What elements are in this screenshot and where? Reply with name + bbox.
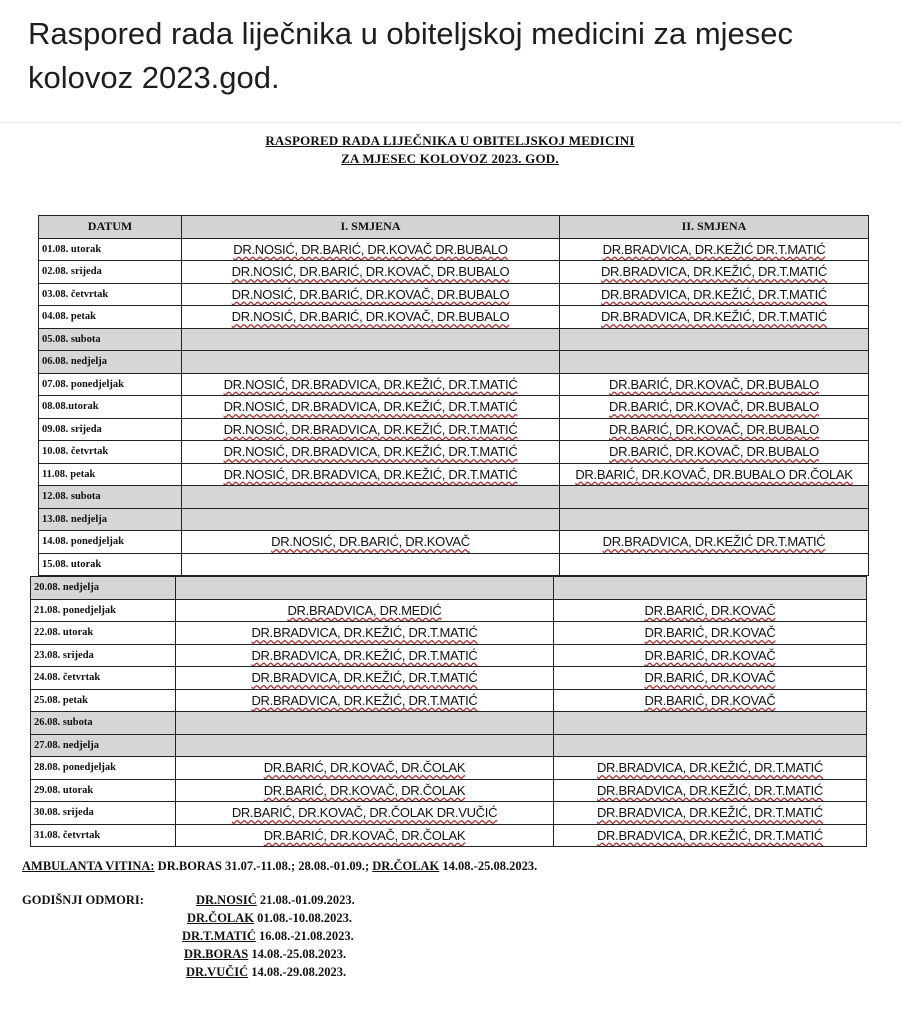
date-cell: 20.08. nedjelja xyxy=(31,577,176,600)
date-cell: 24.08. četvrtak xyxy=(31,667,176,690)
date-cell: 10.08. četvrtak xyxy=(39,441,182,464)
shift2-cell xyxy=(554,734,867,757)
vacation-entry xyxy=(184,947,346,962)
shift1-cell xyxy=(182,508,560,531)
date-cell: 15.08. utorak xyxy=(39,553,182,576)
shift2-cell: DR.BARIĆ, DR.KOVAČ xyxy=(554,667,867,690)
date-cell: 21.08. ponedjeljak xyxy=(31,599,176,622)
date-cell: 23.08. srijeda xyxy=(31,644,176,667)
header-date: DATUM xyxy=(39,216,182,239)
shift2-cell: DR.BARIĆ, DR.KOVAČ, DR.BUBALO DR.ČOLAK xyxy=(560,463,869,486)
shift2-cell: DR.BRADVICA, DR.KEŽIĆ DR.T.MATIĆ xyxy=(560,531,869,554)
date-cell: 11.08. petak xyxy=(39,463,182,486)
ambulanta-text2: 14.08.-25.08.2023. xyxy=(439,859,538,873)
shift1-cell: DR.NOSIĆ, DR.BARIĆ, DR.KOVAČ DR.BUBALO xyxy=(182,238,560,261)
date-cell: 08.08.utorak xyxy=(39,396,182,419)
shift2-cell: DR.BRADVICA, DR.KEŽIĆ DR.T.MATIĆ xyxy=(560,238,869,261)
shift1-cell xyxy=(182,351,560,374)
schedule-table-part1 xyxy=(38,215,869,576)
date-cell: 29.08. utorak xyxy=(31,779,176,802)
table-row xyxy=(39,283,869,306)
shift2-cell xyxy=(554,712,867,735)
schedule-table-part2 xyxy=(30,576,867,847)
table-row xyxy=(39,463,869,486)
shift1-cell xyxy=(176,577,554,600)
shift1-cell xyxy=(176,712,554,735)
table-row xyxy=(39,261,869,284)
shift2-cell: DR.BARIĆ, DR.KOVAČ xyxy=(554,644,867,667)
shift2-cell: DR.BARIĆ, DR.KOVAČ xyxy=(554,689,867,712)
shift1-cell xyxy=(182,328,560,351)
table-row xyxy=(31,757,867,780)
vacation-doctor-name: DR.BORAS xyxy=(184,947,249,961)
date-cell: 30.08. srijeda xyxy=(31,802,176,825)
table-row xyxy=(39,328,869,351)
table-row xyxy=(39,351,869,374)
shift1-cell: DR.BRADVICA, DR.KEŽIĆ, DR.T.MATIĆ xyxy=(176,689,554,712)
shift2-cell: DR.BRADVICA, DR.KEŽIĆ, DR.T.MATIĆ xyxy=(554,802,867,825)
table-row xyxy=(31,734,867,757)
document-title-line1: RASPORED RADA LIJEČNIKA U OBITELJSKOJ MEDICINI xyxy=(265,133,635,148)
date-cell: 14.08. ponedjeljak xyxy=(39,531,182,554)
vacation-entry xyxy=(187,911,352,926)
table-row xyxy=(39,531,869,554)
shift1-cell xyxy=(176,734,554,757)
date-cell: 27.08. nedjelja xyxy=(31,734,176,757)
date-cell: 09.08. srijeda xyxy=(39,418,182,441)
shift2-cell: DR.BARIĆ, DR.KOVAČ, DR.BUBALO xyxy=(560,418,869,441)
shift2-cell: DR.BARIĆ, DR.KOVAČ, DR.BUBALO xyxy=(560,441,869,464)
shift1-cell: DR.NOSIĆ, DR.BRADVICA, DR.KEŽIĆ, DR.T.MATIĆ xyxy=(182,373,560,396)
shift1-cell: DR.NOSIĆ, DR.BARIĆ, DR.KOVAČ, DR.BUBALO xyxy=(182,283,560,306)
vacation-dates: 14.08.-29.08.2023. xyxy=(248,965,347,979)
shift1-cell xyxy=(182,553,560,576)
table-row xyxy=(39,441,869,464)
table-row xyxy=(39,418,869,441)
vacation-doctor-name: DR.VUČIĆ xyxy=(186,965,249,979)
document-title-line2: ZA MJESEC KOLOVOZ 2023. GOD. xyxy=(341,151,559,166)
shift2-cell: DR.BARIĆ, DR.KOVAČ, DR.BUBALO xyxy=(560,373,869,396)
shift2-cell: DR.BARIĆ, DR.KOVAČ, DR.BUBALO xyxy=(560,396,869,419)
vacations-label: GODIŠNJI ODMORI: xyxy=(22,893,144,907)
shift2-cell: DR.BRADVICA, DR.KEŽIĆ, DR.T.MATIĆ xyxy=(554,757,867,780)
table-row xyxy=(31,689,867,712)
header-shift2: II. SMJENA xyxy=(560,216,869,239)
date-cell: 05.08. subota xyxy=(39,328,182,351)
shift1-cell xyxy=(182,486,560,509)
date-cell: 07.08. ponedjeljak xyxy=(39,373,182,396)
shift1-cell: DR.BARIĆ, DR.KOVAČ, DR.ČOLAK xyxy=(176,757,554,780)
shift1-cell: DR.NOSIĆ, DR.BARIĆ, DR.KOVAČ xyxy=(182,531,560,554)
table-row xyxy=(39,553,869,576)
table-row xyxy=(31,824,867,847)
vacation-entry xyxy=(182,929,354,944)
table-row xyxy=(31,644,867,667)
shift1-cell: DR.BARIĆ, DR.KOVAČ, DR.ČOLAK xyxy=(176,824,554,847)
table-row xyxy=(31,622,867,645)
vacation-entry xyxy=(186,965,346,980)
date-cell: 06.08. nedjelja xyxy=(39,351,182,374)
shift2-cell: DR.BRADVICA, DR.KEŽIĆ, DR.T.MATIĆ xyxy=(560,283,869,306)
table-row xyxy=(31,712,867,735)
header-shift1: I. SMJENA xyxy=(182,216,560,239)
vacation-doctor-name: DR.NOSIĆ xyxy=(196,893,257,907)
shift2-cell: DR.BRADVICA, DR.KEŽIĆ, DR.T.MATIĆ xyxy=(554,779,867,802)
table-row xyxy=(31,599,867,622)
vacation-entry xyxy=(196,893,355,908)
table-row xyxy=(31,802,867,825)
shift1-cell: DR.NOSIĆ, DR.BRADVICA, DR.KEŽIĆ, DR.T.MATIĆ xyxy=(182,396,560,419)
date-cell: 31.08. četvrtak xyxy=(31,824,176,847)
vacation-doctor-name: DR.ČOLAK xyxy=(187,911,255,925)
shift1-cell: DR.BARIĆ, DR.KOVAČ, DR.ČOLAK xyxy=(176,779,554,802)
date-cell: 12.08. subota xyxy=(39,486,182,509)
shift2-cell xyxy=(560,351,869,374)
shift1-cell: DR.NOSIĆ, DR.BRADVICA, DR.KEŽIĆ, DR.T.MATIĆ xyxy=(182,418,560,441)
shift2-cell: DR.BARIĆ, DR.KOVAČ xyxy=(554,622,867,645)
table-row xyxy=(31,779,867,802)
vacation-doctor-name: DR.T.MATIĆ xyxy=(182,929,256,943)
shift1-cell: DR.NOSIĆ, DR.BARIĆ, DR.KOVAČ, DR.BUBALO xyxy=(182,306,560,329)
shift1-cell: DR.BRADVICA, DR.MEDIĆ xyxy=(176,599,554,622)
vacation-dates: 16.08.-21.08.2023. xyxy=(255,929,354,943)
vacation-dates: 01.08.-10.08.2023. xyxy=(254,911,352,925)
shift2-cell xyxy=(560,508,869,531)
shift2-cell xyxy=(554,577,867,600)
shift1-cell: DR.BRADVICA, DR.KEŽIĆ, DR.T.MATIĆ xyxy=(176,622,554,645)
table-row xyxy=(39,373,869,396)
shift2-cell xyxy=(560,553,869,576)
shift2-cell xyxy=(560,486,869,509)
shift1-cell: DR.BRADVICA, DR.KEŽIĆ, DR.T.MATIĆ xyxy=(176,667,554,690)
table-row xyxy=(39,306,869,329)
shift2-cell: DR.BRADVICA, DR.KEŽIĆ, DR.T.MATIĆ xyxy=(554,824,867,847)
table-row xyxy=(39,238,869,261)
date-cell: 22.08. utorak xyxy=(31,622,176,645)
date-cell: 01.08. utorak xyxy=(39,238,182,261)
shift2-cell xyxy=(560,328,869,351)
shift1-cell: DR.NOSIĆ, DR.BARIĆ, DR.KOVAČ, DR.BUBALO xyxy=(182,261,560,284)
post-caption: Raspored rada liječnika u obiteljskoj medicini za mjesec kolovoz 2023.god. xyxy=(28,16,794,95)
shift2-cell: DR.BARIĆ, DR.KOVAČ xyxy=(554,599,867,622)
shift1-cell: DR.NOSIĆ, DR.BRADVICA, DR.KEŽIĆ, DR.T.MATIĆ xyxy=(182,441,560,464)
date-cell: 26.08. subota xyxy=(31,712,176,735)
ambulanta-label: AMBULANTA VITINA: xyxy=(22,859,155,873)
shift1-cell: DR.BRADVICA, DR.KEŽIĆ, DR.T.MATIĆ xyxy=(176,644,554,667)
table-row xyxy=(39,486,869,509)
ambulanta-name2: DR.ČOLAK xyxy=(372,859,440,873)
table-row xyxy=(31,577,867,600)
shift1-cell: DR.NOSIĆ, DR.BRADVICA, DR.KEŽIĆ, DR.T.MATIĆ xyxy=(182,463,560,486)
shift1-cell: DR.BARIĆ, DR.KOVAČ, DR.ČOLAK DR.VUČIĆ xyxy=(176,802,554,825)
table-row xyxy=(39,508,869,531)
date-cell: 25.08. petak xyxy=(31,689,176,712)
table-row xyxy=(39,396,869,419)
shift2-cell: DR.BRADVICA, DR.KEŽIĆ, DR.T.MATIĆ xyxy=(560,306,869,329)
date-cell: 03.08. četvrtak xyxy=(39,283,182,306)
schedule-document-image xyxy=(0,122,901,1025)
ambulanta-text1: DR.BORAS 31.07.-11.08.; 28.08.-01.09.; xyxy=(154,859,373,873)
date-cell: 28.08. ponedjeljak xyxy=(31,757,176,780)
vacation-dates: 21.08.-01.09.2023. xyxy=(256,893,355,907)
shift2-cell: DR.BRADVICA, DR.KEŽIĆ, DR.T.MATIĆ xyxy=(560,261,869,284)
date-cell: 02.08. srijeda xyxy=(39,261,182,284)
table-header-row xyxy=(39,216,869,239)
ambulanta-vitina-note xyxy=(22,859,537,874)
table-row xyxy=(31,667,867,690)
date-cell: 04.08. petak xyxy=(39,306,182,329)
vacation-dates: 14.08.-25.08.2023. xyxy=(248,947,347,961)
date-cell: 13.08. nedjelja xyxy=(39,508,182,531)
